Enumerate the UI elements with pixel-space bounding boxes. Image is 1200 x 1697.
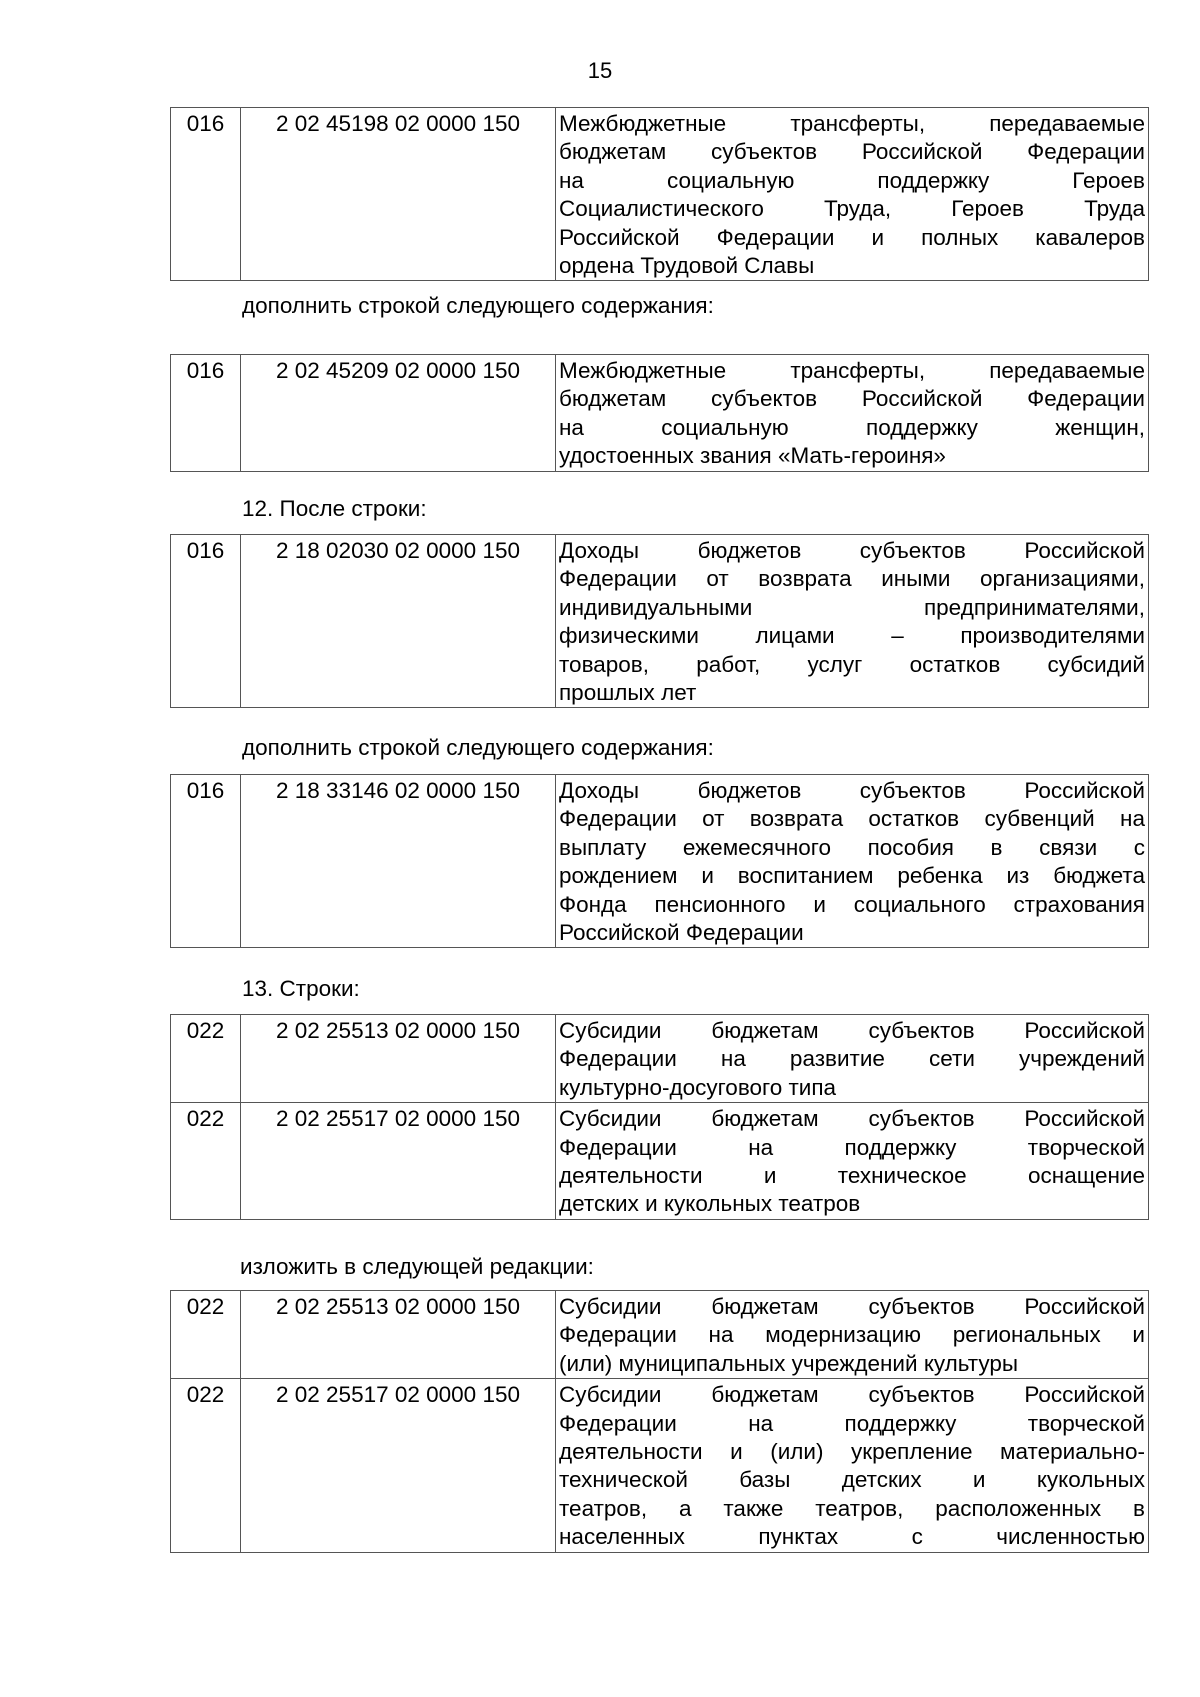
description-line: удостоенных звания «Мать-героиня» bbox=[559, 443, 946, 469]
budget-code-table bbox=[170, 354, 1149, 472]
admin-code-cell: 016 bbox=[171, 108, 241, 281]
description-cell bbox=[556, 1015, 1149, 1103]
description-line: на социальную поддержку Героев bbox=[559, 167, 1145, 193]
description-line: Российской Федерации bbox=[559, 920, 804, 946]
description-line: ордена Трудовой Славы bbox=[559, 253, 815, 279]
admin-code-cell: 022 bbox=[171, 1103, 241, 1220]
description-line: Фонда пенсионного и социального страхования bbox=[559, 891, 1145, 917]
description-cell bbox=[556, 775, 1149, 948]
table-row bbox=[171, 1379, 1149, 1552]
income-code-cell: 2 02 45198 02 0000 150 bbox=[241, 108, 556, 281]
description-cell bbox=[556, 1379, 1149, 1552]
table-row bbox=[171, 355, 1149, 472]
section-intro: 13. Строки: bbox=[242, 976, 360, 1001]
description-line: детских и кукольных театров bbox=[559, 1191, 861, 1217]
description-cell bbox=[556, 1291, 1149, 1379]
description-line: населенных пунктах с численностью bbox=[559, 1524, 1145, 1550]
description-line: (или) муниципальных учреждений культуры bbox=[559, 1350, 1019, 1376]
description-cell bbox=[556, 1103, 1149, 1220]
description-line: на социальную поддержку женщин, bbox=[559, 414, 1145, 440]
admin-code-cell: 016 bbox=[171, 775, 241, 948]
table-row bbox=[171, 1291, 1149, 1379]
description-line: Федерации на развитие сети учреждений bbox=[559, 1046, 1145, 1072]
description-line: Федерации на поддержку творческой bbox=[559, 1134, 1145, 1160]
description-line: рождением и воспитанием ребенка из бюджета bbox=[559, 863, 1145, 889]
description-line: Федерации на модернизацию региональных и bbox=[559, 1322, 1145, 1348]
section-intro: изложить в следующей редакции: bbox=[240, 1254, 594, 1279]
description-line: Доходы бюджетов субъектов Российской bbox=[559, 778, 1145, 803]
description-line: Российской Федерации и полных кавалеров bbox=[559, 224, 1145, 250]
description-cell bbox=[556, 355, 1149, 472]
description-line: технической базы детских и кукольных bbox=[559, 1467, 1145, 1493]
budget-code-table bbox=[170, 1290, 1149, 1553]
income-code-cell: 2 02 25513 02 0000 150 bbox=[241, 1015, 556, 1103]
description-line: Доходы бюджетов субъектов Российской bbox=[559, 538, 1145, 563]
description-line: Субсидии бюджетам субъектов Российской bbox=[559, 1018, 1145, 1043]
budget-code-table bbox=[170, 1014, 1149, 1220]
description-line: деятельности и (или) укрепление материально- bbox=[559, 1439, 1145, 1465]
description-line: культурно-досугового типа bbox=[559, 1074, 837, 1100]
description-cell bbox=[556, 535, 1149, 708]
description-line: физическими лицами – производителями bbox=[559, 623, 1145, 649]
budget-code-table bbox=[170, 534, 1149, 708]
income-code-cell: 2 18 02030 02 0000 150 bbox=[241, 535, 556, 708]
description-line: Социалистического Труда, Героев Труда bbox=[559, 196, 1145, 222]
description-line: Федерации от возврата иными организациями, bbox=[559, 566, 1145, 592]
description-line: прошлых лет bbox=[559, 680, 697, 706]
table-row bbox=[171, 1015, 1149, 1103]
admin-code-cell: 016 bbox=[171, 535, 241, 708]
description-line: театров, а также театров, расположенных в bbox=[559, 1495, 1145, 1521]
description-line: выплату ежемесячного пособия в связи с bbox=[559, 834, 1145, 860]
income-code-cell: 2 18 33146 02 0000 150 bbox=[241, 775, 556, 948]
description-line: Субсидии бюджетам субъектов Российской bbox=[559, 1294, 1145, 1319]
description-line: товаров, работ, услуг остатков субсидий bbox=[559, 651, 1145, 677]
income-code-cell: 2 02 25517 02 0000 150 bbox=[241, 1103, 556, 1220]
table-row bbox=[171, 775, 1149, 948]
table-row bbox=[171, 535, 1149, 708]
income-code-cell: 2 02 45209 02 0000 150 bbox=[241, 355, 556, 472]
admin-code-cell: 022 bbox=[171, 1015, 241, 1103]
description-line: Субсидии бюджетам субъектов Российской bbox=[559, 1382, 1145, 1408]
section-intro: дополнить строкой следующего содержания: bbox=[242, 293, 714, 318]
description-line: индивидуальными предпринимателями, bbox=[559, 594, 1145, 620]
description-cell bbox=[556, 108, 1149, 281]
income-code-cell: 2 02 25513 02 0000 150 bbox=[241, 1291, 556, 1379]
section-intro: 12. После строки: bbox=[242, 496, 427, 521]
income-code-cell: 2 02 25517 02 0000 150 bbox=[241, 1379, 556, 1552]
description-line: Федерации от возврата остатков субвенций на bbox=[559, 806, 1145, 832]
description-line: деятельности и техническое оснащение bbox=[559, 1163, 1145, 1189]
budget-code-table bbox=[170, 774, 1149, 948]
admin-code-cell: 022 bbox=[171, 1379, 241, 1552]
description-line: Межбюджетные трансферты, передаваемые bbox=[559, 111, 1145, 136]
section-intro: дополнить строкой следующего содержания: bbox=[242, 735, 714, 760]
page-number: 15 bbox=[587, 58, 613, 83]
admin-code-cell: 016 bbox=[171, 355, 241, 472]
table-row bbox=[171, 1103, 1149, 1220]
description-line: бюджетам субъектов Российской Федерации bbox=[559, 139, 1145, 165]
table-row bbox=[171, 108, 1149, 281]
description-line: Федерации на поддержку творческой bbox=[559, 1410, 1145, 1436]
description-line: Межбюджетные трансферты, передаваемые bbox=[559, 358, 1145, 383]
description-line: бюджетам субъектов Российской Федерации bbox=[559, 386, 1145, 412]
admin-code-cell: 022 bbox=[171, 1291, 241, 1379]
budget-code-table bbox=[170, 107, 1149, 281]
description-line: Субсидии бюджетам субъектов Российской bbox=[559, 1106, 1145, 1132]
